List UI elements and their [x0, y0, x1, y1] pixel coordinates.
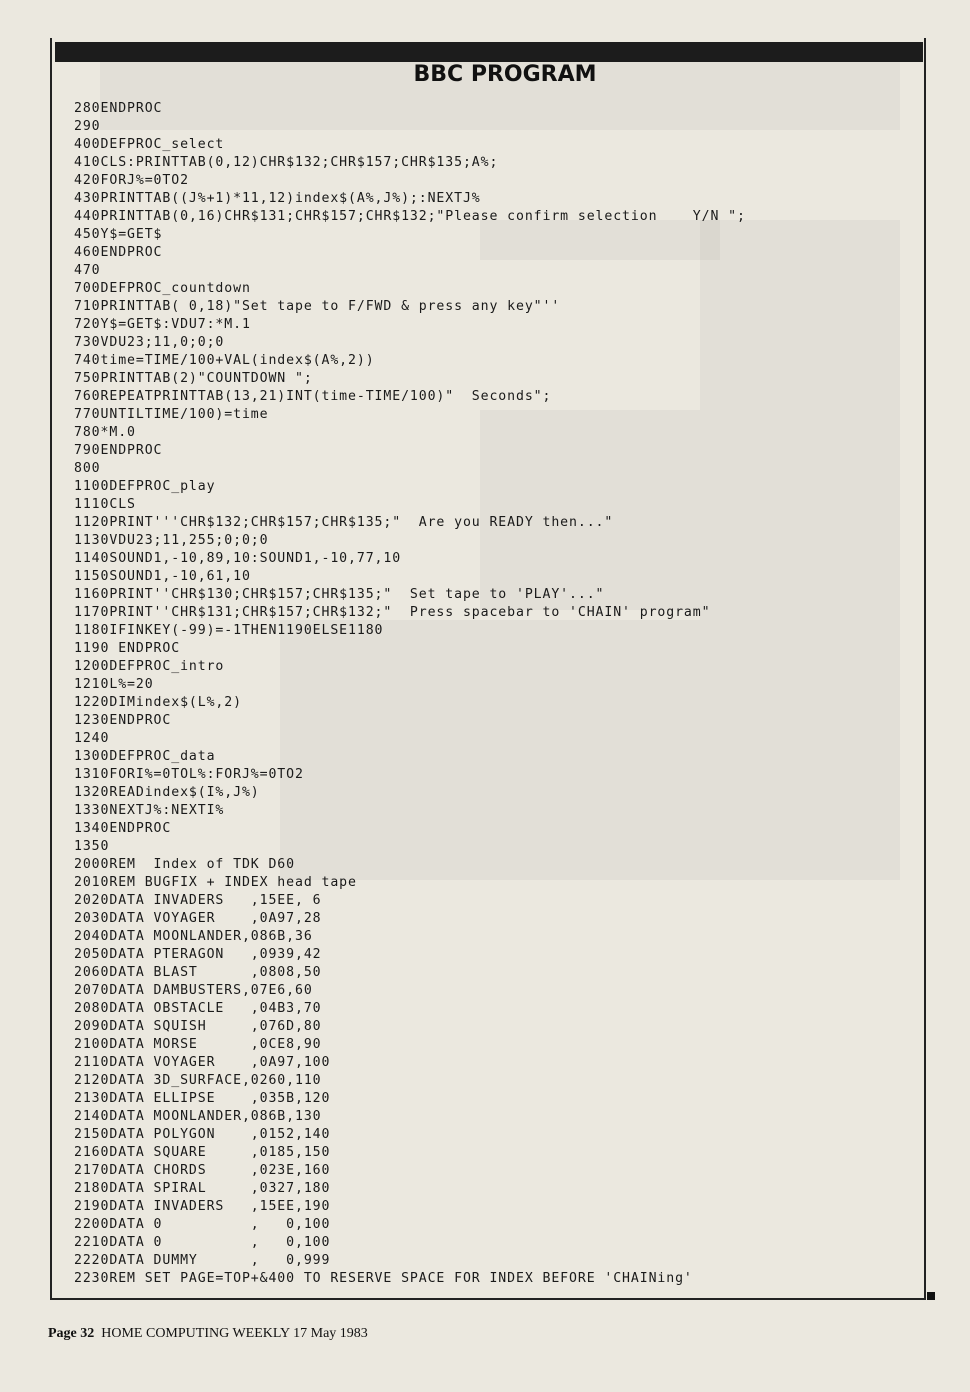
- program-listing: [74, 100, 914, 1288]
- code-line: 2220DATA DUMMY , 0,999: [74, 1253, 331, 1268]
- code-line: 1350: [74, 839, 110, 854]
- code-line: 1120PRINT'''CHR$132;CHR$157;CHR$135;" Are you READY then...": [74, 515, 614, 530]
- code-line: 410CLS:PRINTTAB(0,12)CHR$132;CHR$157;CHR$135;A%;: [74, 155, 499, 170]
- code-line: 1100DEFPROC_play: [74, 479, 216, 494]
- code-line: 400DEFPROC_select: [74, 137, 225, 152]
- code-line: 450Y$=GET$: [74, 227, 163, 242]
- section-title: BBC PROGRAM: [413, 62, 597, 87]
- code-line: 290: [74, 119, 101, 134]
- code-line: 1170PRINT''CHR$131;CHR$157;CHR$132;" Press spacebar to 'CHAIN' program": [74, 605, 711, 620]
- code-line: 790ENDPROC: [74, 443, 163, 458]
- code-line: 2180DATA SPIRAL ,0327,180: [74, 1181, 331, 1196]
- code-line: 1150SOUND1,-10,61,10: [74, 569, 251, 584]
- code-line: 1210L%=20: [74, 677, 154, 692]
- code-line: 2200DATA 0 , 0,100: [74, 1217, 331, 1232]
- code-line: 2160DATA SQUARE ,0185,150: [74, 1145, 331, 1160]
- code-line: 1110CLS: [74, 497, 136, 512]
- code-line: 770UNTILTIME/100)=time: [74, 407, 269, 422]
- code-line: 1190 ENDPROC: [74, 641, 181, 656]
- code-line: 2130DATA ELLIPSE ,035B,120: [74, 1091, 331, 1106]
- code-line: 1230ENDPROC: [74, 713, 172, 728]
- code-line: 730VDU23;11,0;0;0: [74, 335, 225, 350]
- code-line: 1320READindex$(I%,J%): [74, 785, 260, 800]
- code-line: 1160PRINT''CHR$130;CHR$157;CHR$135;" Set tape to 'PLAY'...": [74, 587, 605, 602]
- code-line: 2230REM SET PAGE=TOP+&400 TO RESERVE SPACE FOR INDEX BEFORE 'CHAINing': [74, 1271, 693, 1286]
- code-line: 430PRINTTAB((J%+1)*11,12)index$(A%,J%);:NEXTJ%: [74, 191, 481, 206]
- code-line: 740time=TIME/100+VAL(index$(A%,2)): [74, 353, 375, 368]
- code-line: 710PRINTTAB( 0,18)"Set tape to F/FWD & press any key"'': [74, 299, 561, 314]
- code-line: 2210DATA 0 , 0,100: [74, 1235, 331, 1250]
- code-line: 800: [74, 461, 101, 476]
- code-line: 1180IFINKEY(-99)=-1THEN1190ELSE1180: [74, 623, 384, 638]
- code-line: 2030DATA VOYAGER ,0A97,28: [74, 911, 322, 926]
- code-line: 2190DATA INVADERS ,15EE,190: [74, 1199, 331, 1214]
- code-line: 760REPEATPRINTTAB(13,21)INT(time-TIME/100)" Seconds";: [74, 389, 552, 404]
- code-line: 2070DATA DAMBUSTERS,07E6,60: [74, 983, 313, 998]
- code-line: 280ENDPROC: [74, 101, 163, 116]
- header-bar: [55, 42, 923, 62]
- code-line: 2140DATA MOONLANDER,086B,130: [74, 1109, 322, 1124]
- code-line: 2000REM Index of TDK D60: [74, 857, 295, 872]
- code-line: 1220DIMindex$(L%,2): [74, 695, 242, 710]
- code-line: 2110DATA VOYAGER ,0A97,100: [74, 1055, 331, 1070]
- code-line: 700DEFPROC_countdown: [74, 281, 251, 296]
- code-line: 2010REM BUGFIX + INDEX head tape: [74, 875, 357, 890]
- code-line: 2090DATA SQUISH ,076D,80: [74, 1019, 322, 1034]
- code-line: 750PRINTTAB(2)"COUNTDOWN ";: [74, 371, 313, 386]
- code-line: 780*M.0: [74, 425, 136, 440]
- end-of-article-marker: [927, 1292, 935, 1300]
- code-line: 2060DATA BLAST ,0808,50: [74, 965, 322, 980]
- code-line: 2020DATA INVADERS ,15EE, 6: [74, 893, 322, 908]
- code-line: 1340ENDPROC: [74, 821, 172, 836]
- publication-line: HOME COMPUTING WEEKLY 17 May 1983: [101, 1326, 368, 1341]
- code-line: 1330NEXTJ%:NEXTI%: [74, 803, 225, 818]
- code-line: 2120DATA 3D_SURFACE,0260,110: [74, 1073, 322, 1088]
- code-line: 420FORJ%=0TO2: [74, 173, 189, 188]
- code-line: 720Y$=GET$:VDU7:*M.1: [74, 317, 251, 332]
- code-line: 2050DATA PTERAGON ,0939,42: [74, 947, 322, 962]
- code-line: 1140SOUND1,-10,89,10:SOUND1,-10,77,10: [74, 551, 402, 566]
- code-line: 1200DEFPROC_intro: [74, 659, 225, 674]
- page-number: Page 32: [48, 1326, 95, 1341]
- code-line: 2040DATA MOONLANDER,086B,36: [74, 929, 313, 944]
- code-line: 1130VDU23;11,255;0;0;0: [74, 533, 269, 548]
- code-line: 440PRINTTAB(0,16)CHR$131;CHR$157;CHR$132;"Please confirm selection Y/N ";: [74, 209, 746, 224]
- code-line: 1240: [74, 731, 110, 746]
- code-line: 2100DATA MORSE ,0CE8,90: [74, 1037, 322, 1052]
- code-line: 2080DATA OBSTACLE ,04B3,70: [74, 1001, 322, 1016]
- page-footer: [48, 1326, 368, 1342]
- code-line: 2150DATA POLYGON ,0152,140: [74, 1127, 331, 1142]
- code-line: 2170DATA CHORDS ,023E,160: [74, 1163, 331, 1178]
- code-line: 1300DEFPROC_data: [74, 749, 216, 764]
- code-line: 1310FORI%=0TOL%:FORJ%=0TO2: [74, 767, 304, 782]
- code-line: 470: [74, 263, 101, 278]
- code-line: 460ENDPROC: [74, 245, 163, 260]
